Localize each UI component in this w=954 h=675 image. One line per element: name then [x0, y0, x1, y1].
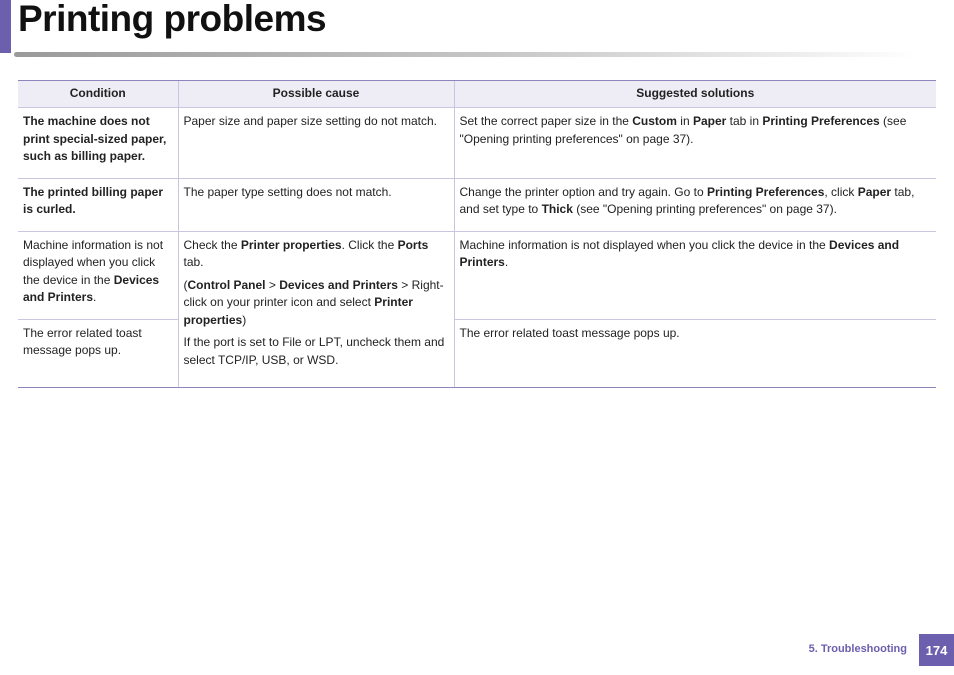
solution-cell: Change the printer option and try again. Go to Printing Preferences, click Paper tab, and set type to Thick (see "Opening printing preferences" on page 37).	[454, 178, 936, 231]
condition-cell: The error related toast message pops up.	[18, 319, 178, 387]
condition-cell: The printed billing paper is curled.	[18, 178, 178, 231]
condition-cell: The machine does not print special-sized paper, such as billing paper.	[18, 108, 178, 179]
cause-paragraph: Check the Printer properties. Click the Ports tab.	[183, 237, 429, 269]
title-accent-bar	[0, 0, 11, 53]
solution-cell: Set the correct paper size in the Custom in Paper tab in Printing Preferences (see "Opening printing preferences" on page 37).	[454, 108, 936, 179]
table-row	[18, 231, 936, 319]
table-row	[18, 108, 936, 179]
header-possible-cause: Possible cause	[178, 81, 454, 108]
header-condition: Condition	[18, 81, 178, 108]
solution-cell: The error related toast message pops up.	[454, 319, 936, 387]
cause-paragraph: If the port is set to File or LPT, uncheck them and select TCP/IP, USB, or WSD.	[183, 335, 445, 367]
cause-cell	[178, 231, 454, 387]
table-header-row	[18, 81, 936, 108]
header-suggested-solutions: Suggested solutions	[454, 81, 936, 108]
page-title: Printing problems	[18, 0, 327, 39]
table-row	[18, 319, 936, 387]
condition-cell: Machine information is not displayed when you click the device in the Devices and Printers.	[18, 231, 178, 319]
solution-cell: Machine information is not displayed when you click the device in the Devices and Printers.	[454, 231, 936, 319]
troubleshooting-table	[18, 80, 936, 388]
cause-cell: Paper size and paper size setting do not match.	[178, 108, 454, 179]
table-row	[18, 178, 936, 231]
chapter-label: 5. Troubleshooting	[808, 643, 907, 655]
cause-paragraph: (Control Panel > Devices and Printers > Right-click on your printer icon and select Printer properties)	[183, 277, 444, 327]
page-number-badge: 174	[919, 634, 954, 666]
title-underline	[14, 52, 919, 57]
cause-cell: The paper type setting does not match.	[178, 178, 454, 231]
